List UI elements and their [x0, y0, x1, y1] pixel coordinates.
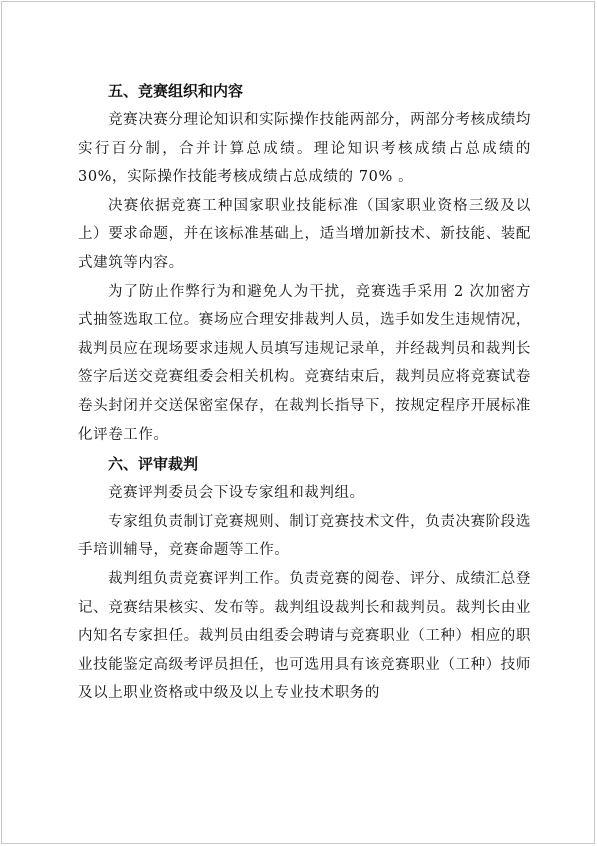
paragraph-referee-group: 裁判组负责竞赛评判工作。负责竞赛的阅卷、评分、成绩汇总登记、竞赛结果核实、发布等。裁判组设裁判长和裁判员。裁判长由业内知名专家担任。裁判员由组委会聘请与竞赛职业（工种）相应的职业技能鉴定高级考评员担任，也可选用具有该竞赛职业（工种）技师及以上职业资格或中级及以上专业技术职务的 — [78, 570, 531, 702]
document-content — [78, 76, 531, 708]
document-page — [1, 1, 595, 844]
paragraph-expert-group: 专家组负责制订竞赛规则、制订竞赛技术文件，负责决赛阶段选手培训辅导，竞赛命题等工作。 — [78, 513, 531, 559]
section-heading-competition-organization: 五、竞赛组织和内容 — [108, 82, 244, 100]
paragraph-anti-cheating: 为了防止作弊行为和避免人为干扰，竞赛选手采用 2 次加密方式抽签选取工位。赛场应合理安排裁判人员，选手如发生违规情况，裁判员应在现场要求违规人员填写违规记录单，并经裁判员和裁判长签字后送交竞赛组委会相关机构。竞赛结束后，裁判员应将竞赛试卷卷头封闭并交送保密室保存，在裁判长指导下，按规定程序开展标准化评卷工作。 — [78, 283, 531, 443]
section-heading-judging: 六、评审裁判 — [108, 455, 199, 474]
paragraph-question-setting: 决赛依据竞赛工种国家职业技能标准（国家职业资格三级及以上）要求命题，并在该标准基础上，适当增加新技术、新技能、装配式建筑等内容。 — [78, 197, 531, 271]
paragraph-committee: 竞赛评判委员会下设专家组和裁判组。 — [108, 485, 365, 502]
paragraph-scoring: 竞赛决赛分理论知识和实际操作技能两部分，两部分考核成绩均实行百分制，合并计算总成绩。理论知识考核成绩占总成绩的 30%，实际操作技能考核成绩占总成绩的 70% 。 — [78, 112, 531, 186]
